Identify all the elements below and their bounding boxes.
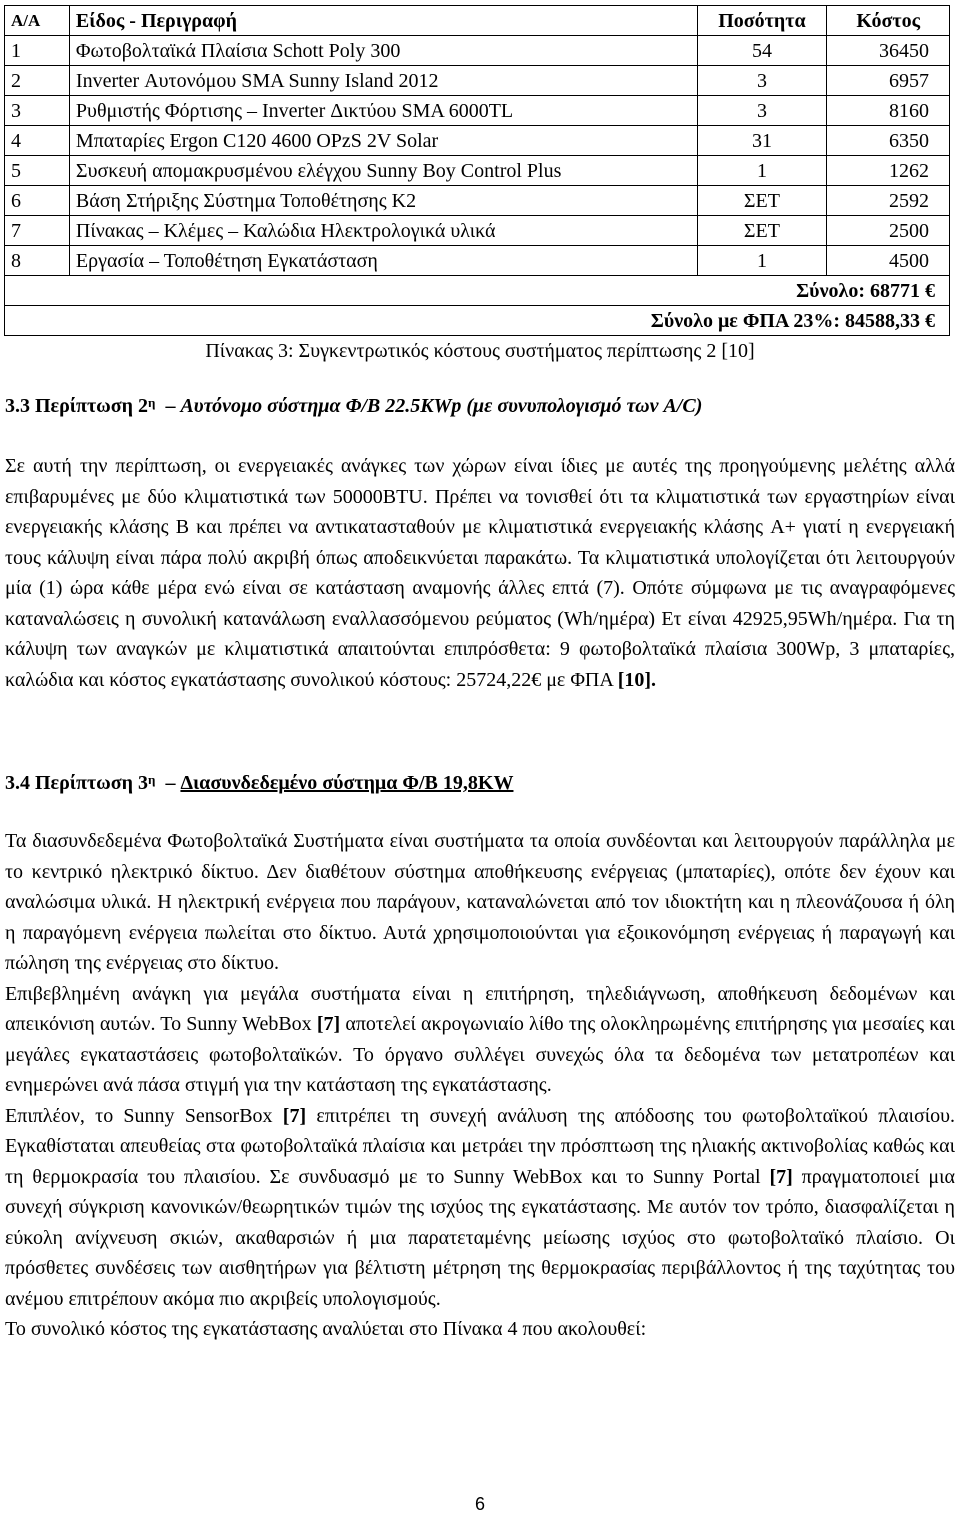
reference: [7] (282, 1104, 307, 1127)
table-row (5, 126, 950, 156)
paragraph (5, 979, 955, 1101)
paragraph-text: πραγματοποιεί μια συνεχή σύγκριση κανονικών/θεωρητικών τιμών της ισχύος της εγκατάστασης. Με αυτόν τον τρόπο, διασφαλίζεται η εύκολη ανίχνευση σκιών, ακαθαρσιών ή μια παρατεταμένης μείωσης ισχύος στο φωτοβολταϊκό πλαίσιο. Οι πρόσθετες συνδέσεις των αισθητήρων για βέλτιστη μέτρηση της θερμοκρασίας περιβάλλοντος ή της ταχύτητας του ανέμου επιτρέπουν ακόμα πιο ακριβείς υπολογισμούς. (5, 1165, 955, 1310)
table-caption: Πίνακας 3: Συγκεντρωτικός κόστους συστήματος περίπτωσης 2 [10] (205, 340, 755, 362)
paragraph (5, 451, 955, 695)
row-number: 5 (5, 156, 70, 186)
header-cost: Κόστος (827, 6, 950, 36)
cost-table (4, 5, 950, 336)
row-description: Ρυθμιστής Φόρτισης – Inverter Δικτύου SMA 6000TL (69, 96, 697, 126)
total-row (5, 276, 950, 306)
row-quantity: 54 (697, 36, 827, 66)
row-number: 3 (5, 96, 70, 126)
reference: [7] (316, 1013, 341, 1035)
row-description: Φωτοβολταϊκά Πλαίσια Schott Poly 300 (69, 36, 697, 66)
total-vat-row (5, 306, 950, 336)
header-description: Είδος - Περιγραφή (69, 6, 697, 36)
row-description: Πίνακας – Κλέμες – Καλώδια Ηλεκτρολογικά υλικά (69, 216, 697, 246)
row-cost: 6350 (827, 126, 950, 156)
row-description: Inverter Αυτονόμου SMA Sunny Island 2012 (69, 66, 697, 96)
row-cost: 4500 (827, 246, 950, 276)
header-aa: Α/Α (5, 6, 70, 36)
section-heading-3-3: 3.3 Περίπτωση $2^\eta$ – Αυτόνομο σύστημα Φ/Β 22.5KWp (με συνυπολογισμό των A/C) (5, 395, 703, 417)
row-description: Συσκευή απομακρυσμένου ελέγχου Sunny Boy Control Plus (69, 156, 697, 186)
row-quantity: ΣΕΤ (697, 186, 827, 216)
total-vat-value: Σύνολο με ΦΠΑ 23%: 84588,33 € (5, 306, 950, 336)
row-number: 6 (5, 186, 70, 216)
row-number: 4 (5, 126, 70, 156)
table-header-row (5, 6, 950, 36)
paragraph-text: επιτρέπει τη συνεχή ανάλυση της απόδοσης του φωτοβολταϊκού πλαισίου. Εγκαθίσταται απευθείας στα φωτοβολταϊκά πλαίσια και μετράει την πρόσπτωση της ηλιακής ακτινοβολίας καθώς και τη θερμοκρασία του πλαισίου. Σε συνδυασμό με το Sunny WebBox και το Sunny Portal (5, 1104, 956, 1188)
row-description: Εργασία – Τοποθέτηση Εγκατάσταση (69, 246, 697, 276)
section-3-3-body (5, 451, 955, 695)
row-cost: 1262 (827, 156, 950, 186)
paragraph-text: αποτελεί ακρογωνιαίο λίθο της ολοκληρωμένης επιτήρησης για μεσαίες και μεγάλες εγκαταστάσεις φωτοβολταϊκών. Το όργανο συλλέγει συνεχώς όλα τα δεδομένα των μετατροπέων και ενημερώνει ανά πάσα στιγμή για την κατάσταση της εγκατάστασης. (5, 1013, 956, 1096)
row-cost: 2592 (827, 186, 950, 216)
paragraph-text: Επιβεβλημένη ανάγκη για μεγάλα συστήματα είναι η επιτήρηση, τηλεδιάγνωση, αποθήκευση δεδομένων και απεικόνιση αυτών. Το Sunny WebBox (5, 982, 955, 1035)
table-row (5, 96, 950, 126)
table-row (5, 156, 950, 186)
paragraph-text: Επιπλέον, το Sunny SensorBox (5, 1104, 273, 1127)
paragraph-text: Σε αυτή την περίπτωση, οι ενεργειακές ανάγκες των χώρων είναι ίδιες με αυτές της προηγούμενης μελέτης αλλά επιβαρυμένες με δύο κλιματιστικά των 50000BTU. Πρέπει να τονισθεί ότι τα κλιματιστικά των εργαστηρίων είναι ενεργειακής κλάσης B και πρέπει να αντικατασταθούν με κλιματιστικά ενεργειακής κλάσης A+ γιατί η ενεργειακή τους κάλυψη είναι πάρα πολύ ακριβή όπως αποδεικνύεται παρακάτω. Τα κλιματιστικά υπολογίζεται ότι λειτουργούν μία (1) ώρα κάθε μέρα ενώ είναι σε κατάσταση αναμονής άλλες επτά (7). Οπότε σύμφωνα με τις αναγραφόμενες καταναλώσεις η συνολική κατανάλωση εναλλασσόμενου ρεύματος (Wh/ημέρα) Eτ είναι 42925,95Wh/ημέρα. Για τη κάλυψη των αναγκών με κλιματιστικά απαιτούνται επιπρόσθετα: 9 φωτοβολταϊκά πλαίσια 300Wp, 3 μπαταρίες, καλώδια και κόστος εγκατάστασης συνολικού κόστους: 25724,22€ με ΦΠΑ (5, 455, 955, 691)
table-row (5, 216, 950, 246)
row-cost: 2500 (827, 216, 950, 246)
section-3-4-body (5, 826, 955, 1345)
paragraph: Τα διασυνδεδεμένα Φωτοβολταϊκά Συστήματα είναι συστήματα τα οποία συνδέονται και λειτουργούν παράλληλα με το κεντρικό ηλεκτρικό δίκτυο. Δεν διαθέτουν σύστημα αποθήκευσης ενέργειας (μπαταρίες), οπότε δεν έχουν και αναλώσιμα υλικά. Η ηλεκτρική ενέργεια που παράγουν, καταναλώνεται από τον ιδιοκτήτη και η πλεονάζουσα ή όλη η παραγόμενη ενέργεια πωλείται στο δίκτυο. Αυτά χρησιμοποιούνται για εξοικονόμηση ενέργειας ή παραγωγή και πώληση της ενέργειας στο δίκτυο. (5, 830, 955, 974)
row-cost: 8160 (827, 96, 950, 126)
table-row (5, 66, 950, 96)
row-number: 2 (5, 66, 70, 96)
row-description: Βάση Στήριξης Σύστημα Τοποθέτησης Κ2 (69, 186, 697, 216)
paragraph (5, 1101, 955, 1315)
section-title: Διασυνδεδεμένο σύστημα Φ/Β 19,8KW (180, 772, 514, 794)
total-value: Σύνολο: 68771 € (5, 276, 950, 306)
row-number: 1 (5, 36, 70, 66)
reference: [10]. (617, 668, 657, 691)
table-row (5, 246, 950, 276)
header-quantity: Ποσότητα (697, 6, 827, 36)
row-quantity: ΣΕΤ (697, 216, 827, 246)
table-row (5, 36, 950, 66)
section-number: 3.3 Περίπτωση 2 (5, 395, 149, 417)
row-cost: 36450 (827, 36, 950, 66)
row-quantity: 1 (697, 156, 827, 186)
row-cost: 6957 (827, 66, 950, 96)
row-quantity: 31 (697, 126, 827, 156)
section-title: Αυτόνομο σύστημα Φ/Β 22.5KWp (με συνυπολογισμό των A/C) (180, 395, 703, 417)
page-number: 6 (474, 1494, 485, 1514)
row-number: 7 (5, 216, 70, 246)
table-row (5, 186, 950, 216)
row-number: 8 (5, 246, 70, 276)
section-superscript: η (148, 395, 156, 410)
row-quantity: 3 (697, 66, 827, 96)
section-number: 3.4 Περίπτωση 3 (5, 772, 149, 794)
row-quantity: 3 (697, 96, 827, 126)
reference: [7] (769, 1165, 793, 1188)
section-superscript: η (148, 772, 156, 787)
row-description: Μπαταρίες Ergon C120 4600 OPzS 2V Solar (69, 126, 697, 156)
paragraph: Το συνολικό κόστος της εγκατάστασης αναλύεται στο Πίνακα 4 που ακολουθεί: (5, 1318, 647, 1340)
section-heading-3-4: 3.4 Περίπτωση $3^\eta$ – Διασυνδεδεμένο σύστημα Φ/Β 19,8KW (5, 772, 514, 794)
row-quantity: 1 (697, 246, 827, 276)
